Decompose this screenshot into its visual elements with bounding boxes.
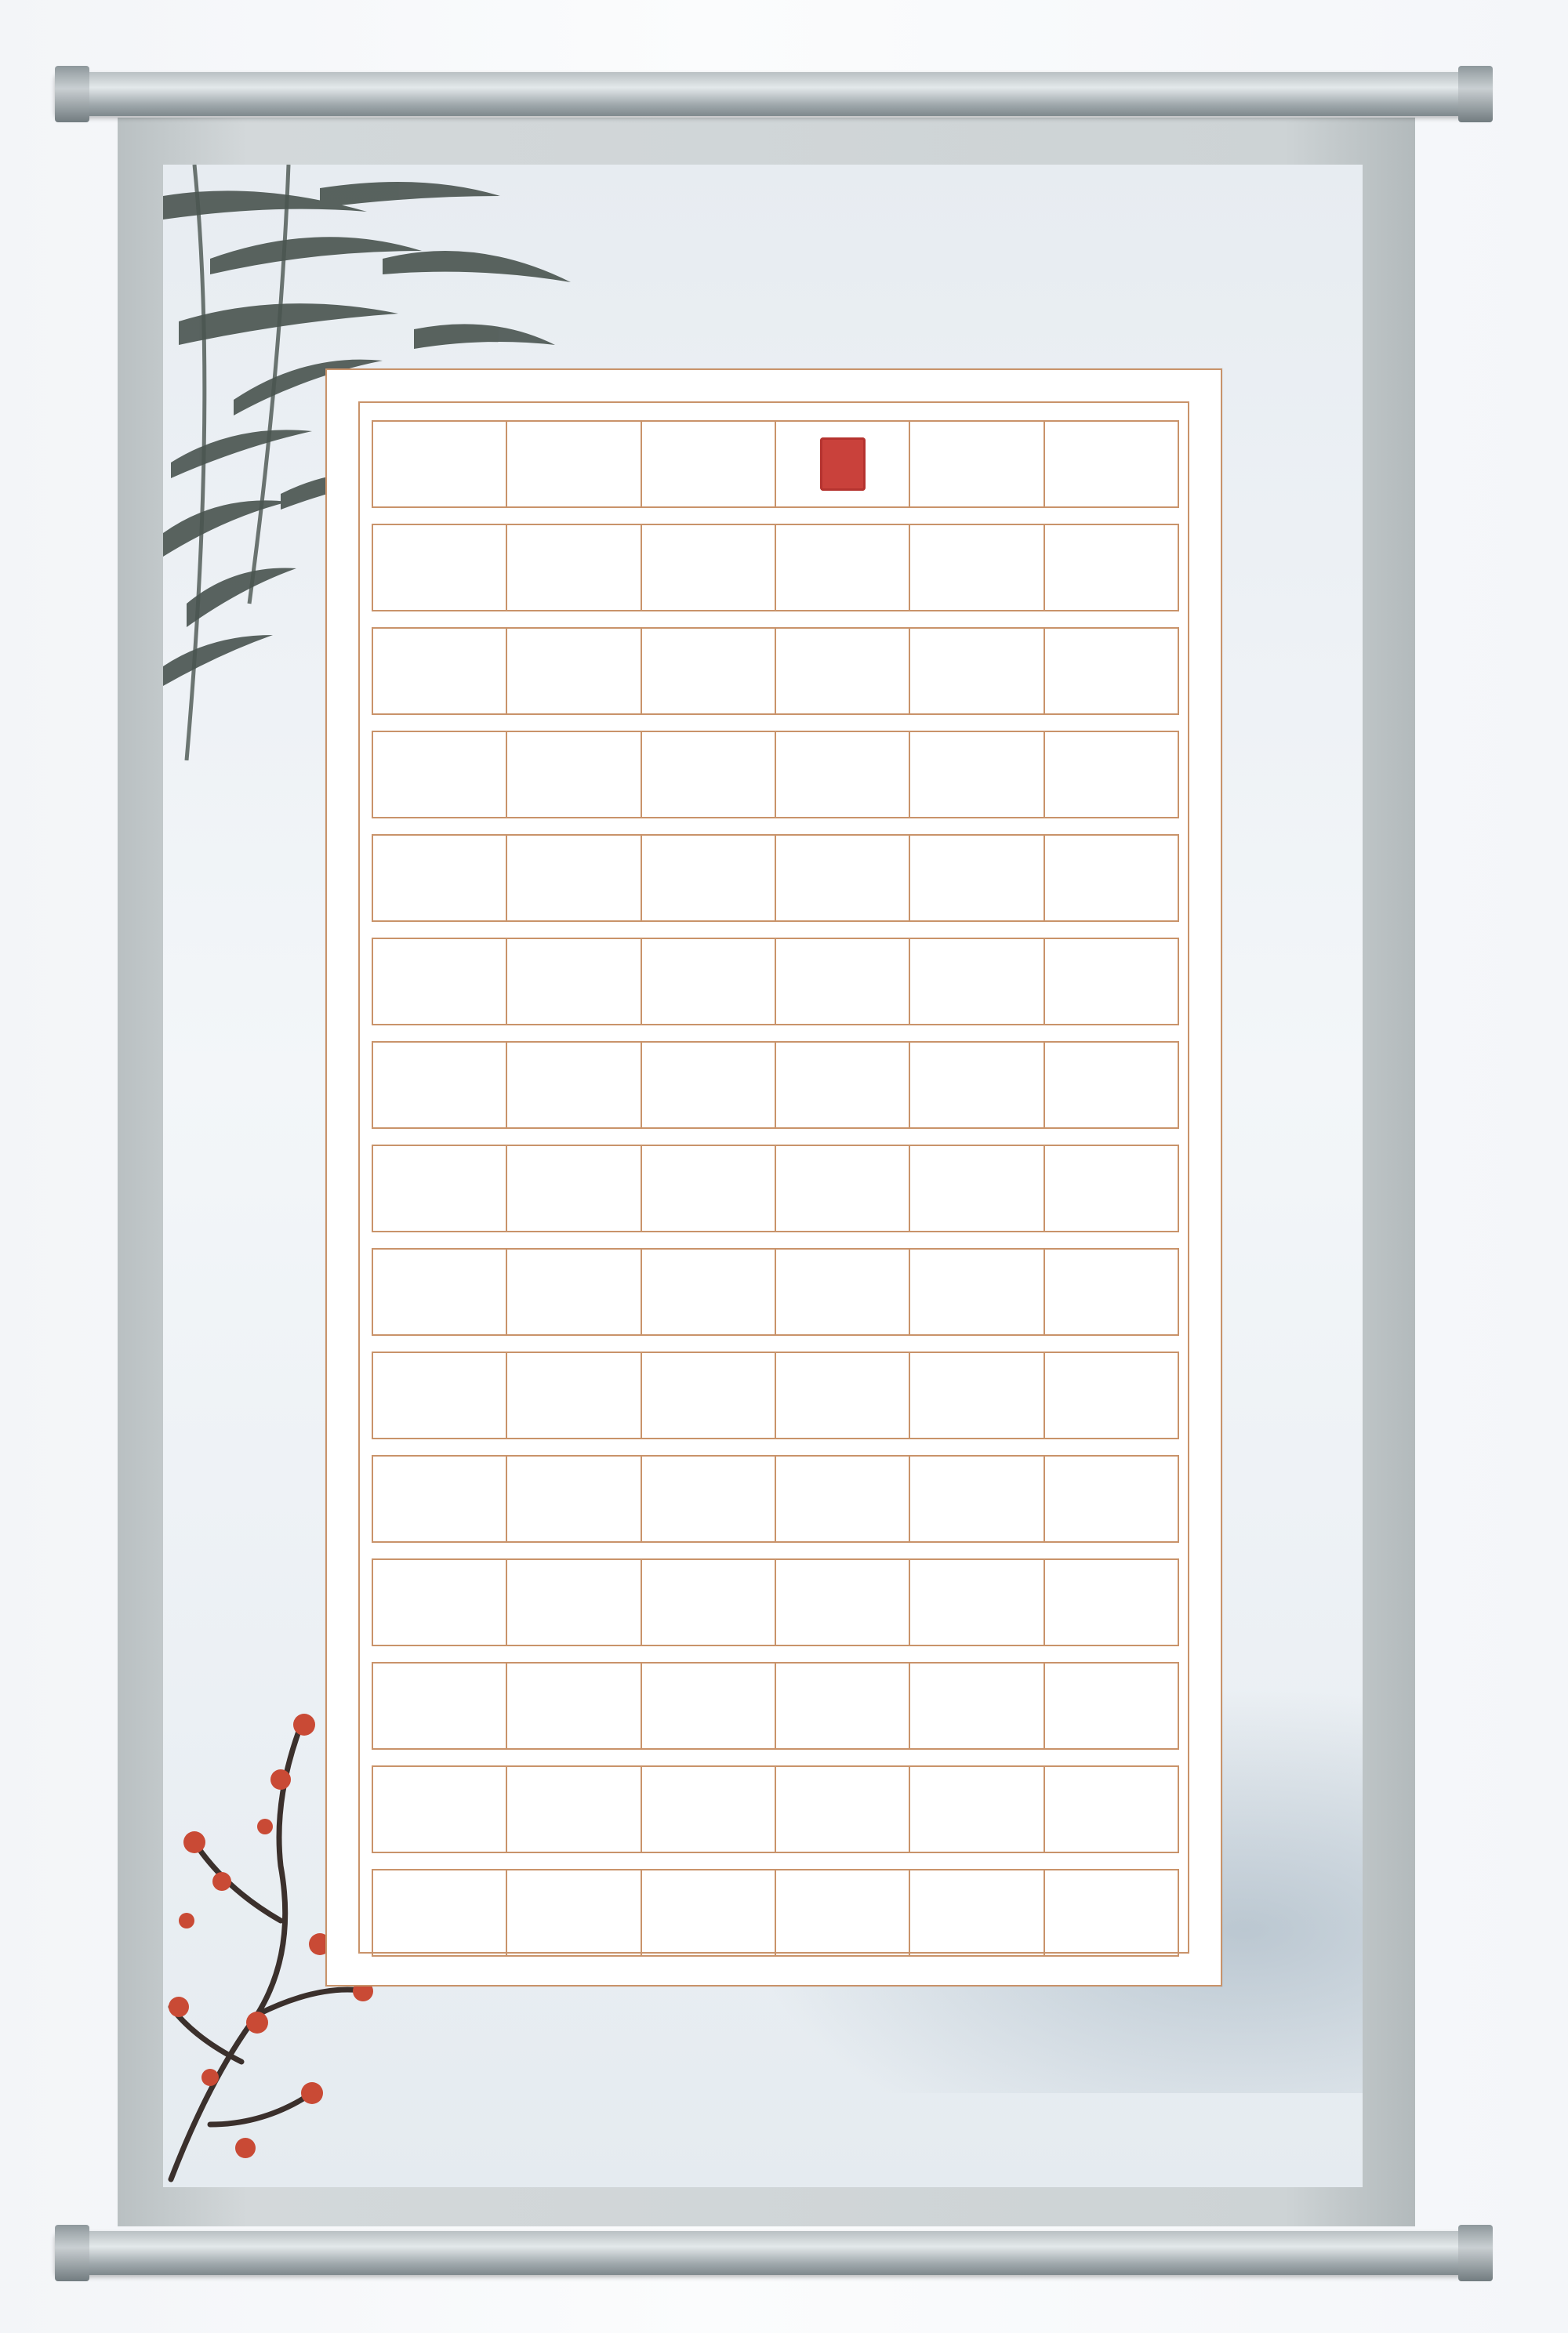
grid-cell <box>776 1664 910 1748</box>
grid-cell <box>507 1353 641 1438</box>
grid-row <box>372 731 1179 818</box>
grid-cell <box>1045 732 1178 817</box>
bottom-rod-left-cap <box>55 2225 89 2281</box>
grid-cell <box>373 525 507 610</box>
grid-cell <box>910 525 1044 610</box>
grid-cell <box>642 525 776 610</box>
red-seal-stamp <box>820 437 866 491</box>
grid-cell <box>507 1250 641 1334</box>
grid-row <box>372 1352 1179 1439</box>
grid-cell <box>642 629 776 713</box>
grid-cell <box>642 1664 776 1748</box>
grid-cell <box>1045 422 1178 506</box>
grid-row <box>372 1248 1179 1336</box>
grid-cell <box>1045 1353 1178 1438</box>
grid-cell <box>642 732 776 817</box>
grid-cell <box>373 1457 507 1541</box>
grid-cell <box>373 1146 507 1231</box>
grid-cell <box>776 732 910 817</box>
grid-cell <box>910 732 1044 817</box>
grid-cell <box>507 1457 641 1541</box>
grid-cell <box>776 1457 910 1541</box>
grid-cell <box>373 939 507 1024</box>
calligraphy-grid <box>358 401 1189 1954</box>
grid-row <box>372 420 1179 508</box>
top-rod-right-cap <box>1458 66 1493 122</box>
grid-cell <box>910 1457 1044 1541</box>
grid-cell <box>776 1146 910 1231</box>
grid-cell <box>507 1043 641 1127</box>
grid-row <box>372 938 1179 1025</box>
grid-cell <box>642 1767 776 1852</box>
grid-cell <box>642 1560 776 1645</box>
grid-cell <box>373 1043 507 1127</box>
grid-cell <box>776 525 910 610</box>
grid-row <box>372 1869 1179 1957</box>
grid-cell <box>1045 525 1178 610</box>
grid-cell <box>373 1870 507 1955</box>
grid-cell <box>1045 1043 1178 1127</box>
grid-cell <box>910 1664 1044 1748</box>
grid-cell <box>776 1870 910 1955</box>
grid-cell <box>910 1043 1044 1127</box>
grid-row <box>372 1558 1179 1646</box>
grid-cell <box>1045 1560 1178 1645</box>
grid-cell <box>776 1560 910 1645</box>
grid-cell <box>1045 1146 1178 1231</box>
grid-cell <box>373 1560 507 1645</box>
scroll-bottom-rod <box>55 2231 1490 2275</box>
grid-cell <box>507 629 641 713</box>
grid-row <box>372 627 1179 715</box>
grid-cell <box>1045 1664 1178 1748</box>
grid-cell <box>373 1664 507 1748</box>
grid-cell <box>507 1560 641 1645</box>
calligraphy-sheet <box>325 368 1222 1986</box>
grid-cell <box>507 732 641 817</box>
grid-row <box>372 1145 1179 1232</box>
grid-cell <box>910 939 1044 1024</box>
grid-row <box>372 1662 1179 1750</box>
grid-row <box>372 1765 1179 1853</box>
grid-cell <box>776 422 910 506</box>
grid-cell <box>373 629 507 713</box>
grid-cell <box>776 836 910 920</box>
grid-cell <box>910 422 1044 506</box>
grid-cell <box>776 1250 910 1334</box>
grid-cell <box>910 1560 1044 1645</box>
grid-cell <box>373 422 507 506</box>
grid-cell <box>373 1767 507 1852</box>
scroll-top-rod <box>55 72 1490 116</box>
grid-cell <box>910 1870 1044 1955</box>
grid-cell <box>642 1870 776 1955</box>
grid-cell <box>1045 1767 1178 1852</box>
grid-cell <box>1045 1457 1178 1541</box>
top-rod-left-cap <box>55 66 89 122</box>
grid-cell <box>642 1146 776 1231</box>
grid-cell <box>910 836 1044 920</box>
grid-cell <box>1045 629 1178 713</box>
grid-cell <box>642 939 776 1024</box>
grid-cell <box>1045 939 1178 1024</box>
grid-cell <box>1045 836 1178 920</box>
grid-cell <box>776 1353 910 1438</box>
grid-cell <box>507 422 641 506</box>
grid-cell <box>910 1146 1044 1231</box>
grid-row <box>372 524 1179 611</box>
grid-cell <box>507 1146 641 1231</box>
grid-row <box>372 834 1179 922</box>
grid-row <box>372 1041 1179 1129</box>
grid-cell <box>910 629 1044 713</box>
grid-cell <box>910 1353 1044 1438</box>
grid-cell <box>642 1250 776 1334</box>
grid-row <box>372 1455 1179 1543</box>
grid-cell <box>776 939 910 1024</box>
bottom-rod-right-cap <box>1458 2225 1493 2281</box>
grid-cell <box>507 836 641 920</box>
grid-cell <box>642 1457 776 1541</box>
grid-cell <box>776 1043 910 1127</box>
grid-cell <box>910 1767 1044 1852</box>
grid-cell <box>642 836 776 920</box>
grid-cell <box>507 525 641 610</box>
grid-cell <box>910 1250 1044 1334</box>
grid-cell <box>507 939 641 1024</box>
grid-cell <box>642 1043 776 1127</box>
grid-cell <box>373 732 507 817</box>
grid-cell <box>1045 1250 1178 1334</box>
grid-cell <box>373 836 507 920</box>
grid-cell <box>642 1353 776 1438</box>
grid-cell <box>373 1250 507 1334</box>
grid-cell <box>1045 1870 1178 1955</box>
grid-cell <box>776 629 910 713</box>
grid-cell <box>507 1664 641 1748</box>
grid-cell <box>507 1870 641 1955</box>
grid-cell <box>373 1353 507 1438</box>
grid-cell <box>642 422 776 506</box>
grid-cell <box>776 1767 910 1852</box>
grid-cell <box>507 1767 641 1852</box>
